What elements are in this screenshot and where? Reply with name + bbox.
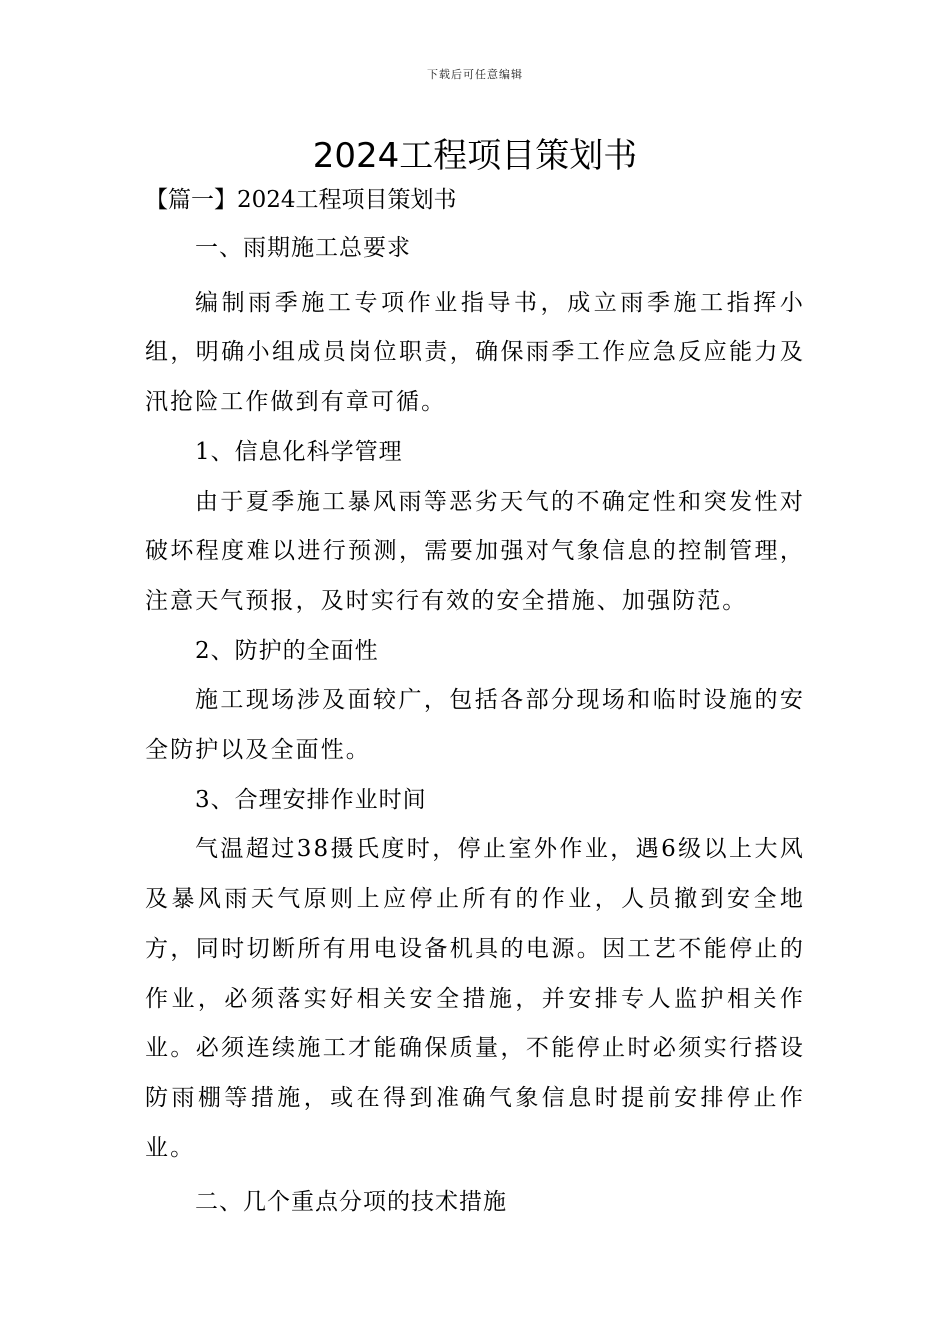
header-note: 下载后可任意编辑 <box>427 68 523 81</box>
paragraph-4: 气温超过38摄氏度时，停止室外作业，遇6级以上大风及暴风雨天气原则上应停止所有的作业，人员撤到安全地方，同时切断所有用电设备机具的电源。因工艺不能停止的作业，必须落实好相关安全措施，并安排专人监护相关作业。必须连续施工才能确保质量，不能停止时必须实行搭设防雨棚等措施，或在得到准确气象信息时提前安排停止作业。 <box>145 836 805 1161</box>
subsection-heading-3: 3、合理安排作业时间 <box>195 786 427 813</box>
paragraph-3: 施工现场涉及面较广，包括各部分现场和临时设施的安全防护以及全面性。 <box>145 687 805 764</box>
section-heading-1: 一、雨期施工总要求 <box>195 235 411 261</box>
document-body <box>145 176 805 1228</box>
paragraph-1: 编制雨季施工专项作业指导书，成立雨季施工指挥小组，明确小组成员岗位职责，确保雨季工作应急反应能力及汛抢险工作做到有章可循。 <box>145 289 805 416</box>
document-title: 2024工程项目策划书 <box>312 136 638 176</box>
paragraph-2: 由于夏季施工暴风雨等恶劣天气的不确定性和突发性对破坏程度难以进行预测，需要加强对气象信息的控制管理，注意天气预报，及时实行有效的安全措施、加强防范。 <box>145 488 805 614</box>
part-heading: 【篇一】2024工程项目策划书 <box>145 187 457 213</box>
subsection-heading-2: 2、防护的全面性 <box>195 637 379 664</box>
section-heading-2: 二、几个重点分项的技术措施 <box>195 1189 507 1216</box>
subsection-heading-1: 1、信息化科学管理 <box>195 438 403 465</box>
